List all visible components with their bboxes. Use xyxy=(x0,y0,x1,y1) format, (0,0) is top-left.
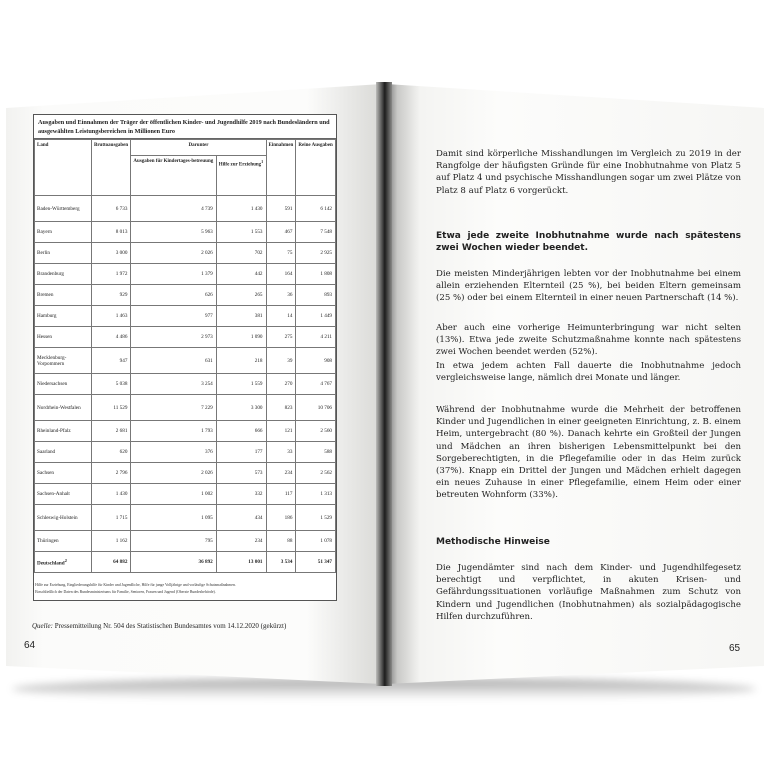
cell-kita: 2 026 xyxy=(131,463,216,484)
cell-kita: 1 095 xyxy=(131,505,216,531)
cell-rein: 2 925 xyxy=(296,243,336,264)
header-einnahmen: Einnahmen xyxy=(266,140,296,196)
cell-ein: 270 xyxy=(266,374,296,395)
cell-rein: 7 548 xyxy=(296,222,336,243)
cell-hilfe: 265 xyxy=(216,285,266,306)
table-row xyxy=(35,243,336,264)
cell-kita: 626 xyxy=(131,285,216,306)
cell-ein: 823 xyxy=(266,395,296,421)
paragraph-1: Damit sind körperliche Misshandlungen im Vergleich zu 2019 in der Rangfolge der häufigsten Gründe für eine Inobhutnahme von Platz 5 auf Platz 4 und psychische Misshandlungen sogar um zwei Plätze von Platz 8 auf Platz 6 vorgerückt. xyxy=(436,149,741,196)
page-number-left: 64 xyxy=(24,640,36,651)
page-number-right: 65 xyxy=(729,643,741,654)
table-row xyxy=(35,463,336,484)
cell-ein: 467 xyxy=(266,222,296,243)
cell-rein: 51 347 xyxy=(296,552,336,573)
cell-rein: 1 529 xyxy=(296,505,336,531)
table-row xyxy=(35,505,336,531)
cell-kita: 7 229 xyxy=(131,395,216,421)
data-table xyxy=(34,139,336,573)
header-land: Land xyxy=(35,140,92,196)
table-row xyxy=(35,531,336,552)
cell-hilfe: 1 559 xyxy=(216,374,266,395)
cell-hilfe: 573 xyxy=(216,463,266,484)
table-row xyxy=(35,484,336,505)
header-rein: Reine Ausgaben xyxy=(296,140,336,196)
cell-brutto: 929 xyxy=(92,285,131,306)
header-brutto: Bruttoausgaben xyxy=(92,140,131,196)
cell-land: Bayern xyxy=(35,222,92,243)
cell-land: Berlin xyxy=(35,243,92,264)
cell-kita: 1 793 xyxy=(131,421,216,442)
table-row xyxy=(35,222,336,243)
table-row xyxy=(35,327,336,348)
cell-land: Sachsen-Anhalt xyxy=(35,484,92,505)
source-text: Pressemitteilung Nr. 504 des Statistischen Bundesamtes vom 14.12.2020 (gekürzt) xyxy=(54,622,287,630)
table-row xyxy=(35,421,336,442)
cell-rein: 908 xyxy=(296,348,336,374)
heading-methodische-hinweise: Methodische Hinweise xyxy=(436,537,550,547)
cell-ein: 14 xyxy=(266,306,296,327)
cell-land: Schleswig-Holstein xyxy=(35,505,92,531)
cell-brutto: 1 715 xyxy=(92,505,131,531)
cell-ein: 88 xyxy=(266,531,296,552)
cell-land: Brandenburg xyxy=(35,264,92,285)
table-row xyxy=(35,306,336,327)
cell-rein: 1 449 xyxy=(296,306,336,327)
cell-hilfe: 3 300 xyxy=(216,395,266,421)
cell-hilfe: 381 xyxy=(216,306,266,327)
cell-land: Niedersachsen xyxy=(35,374,92,395)
cell-land: Mecklenburg-Vorpommern xyxy=(35,348,92,374)
cell-kita: 1 379 xyxy=(131,264,216,285)
cell-ein: 117 xyxy=(266,484,296,505)
cell-kita: 1 002 xyxy=(131,484,216,505)
cell-ein: 36 xyxy=(266,285,296,306)
cell-ein: 33 xyxy=(266,442,296,463)
cell-brutto: 620 xyxy=(92,442,131,463)
cell-kita: 5 963 xyxy=(131,222,216,243)
paragraph-2: Die meisten Minderjährigen lebten vor der Inobhutnahme bei einem allein erziehenden Elternteil (25 %), bei beiden Eltern gemeinsam (25 %) oder bei einem Elternteil in einer neuen Partnerschaft (14 %). xyxy=(436,269,741,304)
cell-land: Saarland xyxy=(35,442,92,463)
cell-rein: 1 078 xyxy=(296,531,336,552)
footnote-marker: 2 xyxy=(64,557,67,563)
cell-hilfe: 442 xyxy=(216,264,266,285)
cell-rein: 4 211 xyxy=(296,327,336,348)
cell-kita: 4 739 xyxy=(131,196,216,222)
book-spine xyxy=(376,82,392,686)
cell-hilfe: 218 xyxy=(216,348,266,374)
cell-ein: 186 xyxy=(266,505,296,531)
cell-rein: 10 706 xyxy=(296,395,336,421)
cell-kita: 36 892 xyxy=(131,552,216,573)
heading-inobhutnahme: Etwa jede zweite Inobhutnahme wurde nach spätestens zwei Wochen wieder beendet. xyxy=(436,231,741,254)
cell-rein: 2 562 xyxy=(296,463,336,484)
cell-brutto: 1 463 xyxy=(92,306,131,327)
header-darunter: Darunter xyxy=(131,140,266,156)
paragraph-4: In etwa jedem achten Fall dauerte die Inobhutnahme jedoch vergleichsweise lange, nämlich drei Monate und länger. xyxy=(436,361,741,384)
cell-land: Sachsen xyxy=(35,463,92,484)
paragraph-3: Aber auch eine vorherige Heimunterbringung war nicht selten (13%). Etwa jede zweite Schutzmaßnahme konnte nach spätestens zwei Wochen beendet werden (52%). xyxy=(436,323,741,358)
table-title: Ausgaben und Einnahmen der Träger der öffentlichen Kinder- und Jugendhilfe 2019 nach Bundesländern und ausgewählten Leistungsbereichen in Millionen Euro xyxy=(34,115,336,139)
cell-brutto: 4 486 xyxy=(92,327,131,348)
table-row xyxy=(35,285,336,306)
cell-kita: 977 xyxy=(131,306,216,327)
cell-kita: 376 xyxy=(131,442,216,463)
paragraph-5: Während der Inobhutnahme wurde die Mehrheit der betroffenen Kinder und Jugendlichen in einer geeigneten Einrichtung, z. B. einem Heim, untergebracht (80 %). Danach kehrte ein Großteil der Jungen und Mädchen an ihren bisherigen Lebensmittelpunkt bei den Sorgeberechtigten, in die Pflegefamilie oder in das Heim zurück (37%). Knapp ein Drittel der Jungen und Mädchen erhielt dagegen ein neues Zuhause in einer Pflegefamilie, einem Heim oder einer betreuten Wohnform (33%). xyxy=(436,405,741,501)
cell-hilfe: 666 xyxy=(216,421,266,442)
cell-rein: 1 313 xyxy=(296,484,336,505)
cell-brutto: 11 529 xyxy=(92,395,131,421)
cell-ein: 3 534 xyxy=(266,552,296,573)
paragraph-6: Die Jugendämter sind nach dem Kinder- und Jugendhilfegesetz berechtigt und verpflichtet, in akuten Krisen- und Gefährdungssituationen vorläufige Maßnahmen zum Schutz von Kindern und Jugendlichen (Inobhutnahmen) als sozialpädagogische Hilfen durchzuführen. xyxy=(436,563,741,622)
cell-hilfe: 1 430 xyxy=(216,196,266,222)
cell-ein: 39 xyxy=(266,348,296,374)
cell-hilfe: 177 xyxy=(216,442,266,463)
cell-rein: 4 767 xyxy=(296,374,336,395)
cell-rein: 2 560 xyxy=(296,421,336,442)
cell-brutto: 8 013 xyxy=(92,222,131,243)
footnote-1: ¹ Hilfe zur Erziehung, Eingliederungshilfe für Kinder und Jugendliche, Hilfe für junge Volljährige und vorläufige Schutzmaßnahmen. xyxy=(33,583,236,587)
cell-hilfe: 702 xyxy=(216,243,266,264)
cell-brutto: 6 733 xyxy=(92,196,131,222)
cell-brutto: 5 038 xyxy=(92,374,131,395)
cell-brutto: 64 882 xyxy=(92,552,131,573)
cell-land: Thüringen xyxy=(35,531,92,552)
table-row xyxy=(35,196,336,222)
cell-brutto: 2 681 xyxy=(92,421,131,442)
statistics-table xyxy=(33,114,337,601)
cell-rein: 588 xyxy=(296,442,336,463)
cell-land: Hessen xyxy=(35,327,92,348)
cell-ein: 164 xyxy=(266,264,296,285)
cell-land: Deutschland$^2$ xyxy=(35,552,92,573)
cell-rein: 6 142 xyxy=(296,196,336,222)
cell-ein: 121 xyxy=(266,421,296,442)
table-row xyxy=(35,374,336,395)
cell-brutto: 1 972 xyxy=(92,264,131,285)
table-row xyxy=(35,442,336,463)
cell-land: Bremen xyxy=(35,285,92,306)
source-note xyxy=(32,622,286,630)
cell-brutto: 3 000 xyxy=(92,243,131,264)
cell-ein: 591 xyxy=(266,196,296,222)
table-row xyxy=(35,264,336,285)
cell-ein: 275 xyxy=(266,327,296,348)
cell-brutto: 947 xyxy=(92,348,131,374)
cell-land: Baden-Württemberg xyxy=(35,196,92,222)
cell-kita: 3 254 xyxy=(131,374,216,395)
cell-ein: 75 xyxy=(266,243,296,264)
cell-kita: 795 xyxy=(131,531,216,552)
footnote-2: ² Einschließlich der Daten des Bundesministeriums für Familie, Senioren, Frauen und Jugend (Oberste Bundesbehörde). xyxy=(33,590,216,594)
cell-hilfe: 332 xyxy=(216,484,266,505)
cell-land: Rheinland-Pfalz xyxy=(35,421,92,442)
source-label: Quelle: xyxy=(32,622,53,630)
table-row xyxy=(35,395,336,421)
table-row xyxy=(35,348,336,374)
cell-kita: 2 973 xyxy=(131,327,216,348)
cell-hilfe: 234 xyxy=(216,531,266,552)
cell-hilfe: 1 090 xyxy=(216,327,266,348)
cell-brutto: 2 796 xyxy=(92,463,131,484)
cell-kita: 631 xyxy=(131,348,216,374)
header-hilfe: Hilfe zur Erziehung$^1$ xyxy=(216,156,266,196)
cell-brutto: 1 162 xyxy=(92,531,131,552)
table-row xyxy=(35,552,336,573)
cell-land: Nordrhein-Westfalen xyxy=(35,395,92,421)
cell-hilfe: 13 001 xyxy=(216,552,266,573)
cell-hilfe: 434 xyxy=(216,505,266,531)
header-kita: Ausgaben für Kindertages-betreuung xyxy=(131,156,216,196)
cell-kita: 2 026 xyxy=(131,243,216,264)
cell-hilfe: 1 553 xyxy=(216,222,266,243)
cell-land: Hamburg xyxy=(35,306,92,327)
cell-brutto: 1 430 xyxy=(92,484,131,505)
cell-rein: 893 xyxy=(296,285,336,306)
cell-rein: 1 808 xyxy=(296,264,336,285)
cell-ein: 234 xyxy=(266,463,296,484)
